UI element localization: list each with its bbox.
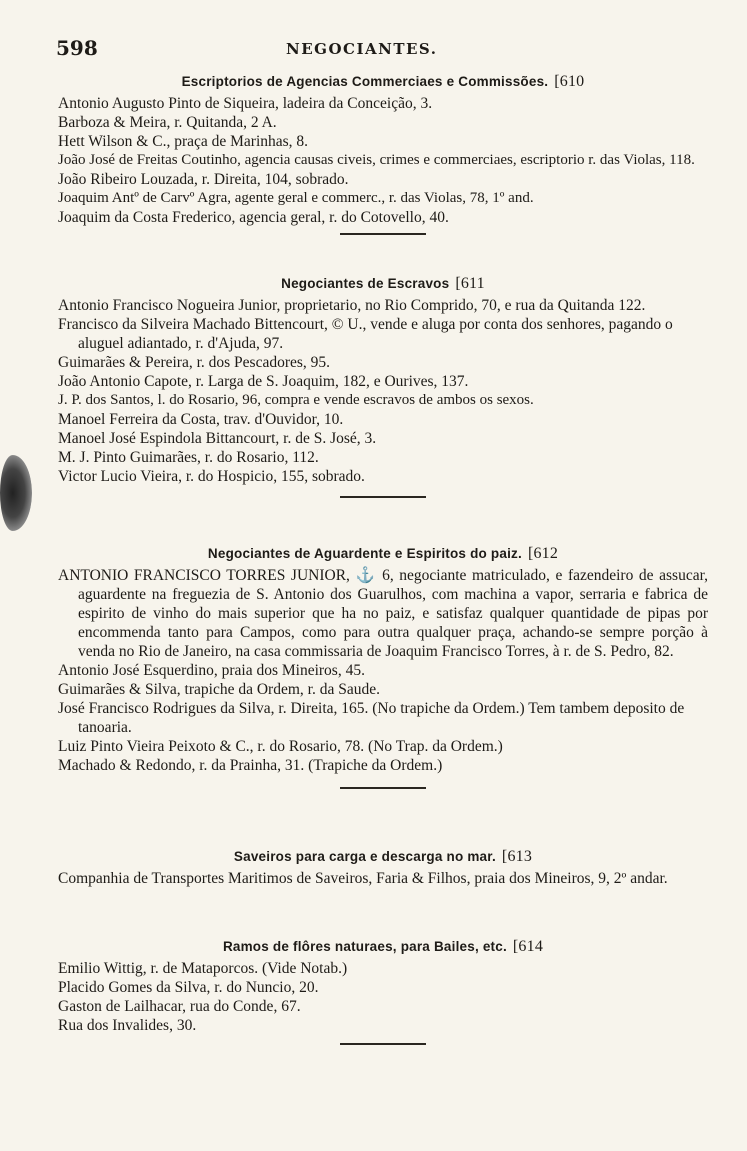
directory-entry: João Ribeiro Louzada, r. Direita, 104, sobrado. — [58, 171, 349, 188]
section-heading — [58, 70, 708, 94]
page-number: 598 — [56, 36, 98, 60]
section-614 — [58, 935, 708, 1045]
section-title: Ramos de flôres naturaes, para Bailes, etc. — [222, 939, 507, 954]
directory-entry: Antonio José Esquerdino, praia dos Mineiros, 45. — [58, 662, 365, 679]
directory-entry: J. P. dos Santos, l. do Rosario, 96, compra e vende escravos de ambos os sexos. — [58, 392, 534, 408]
section-number: [611 — [455, 275, 485, 292]
section-number: [614 — [512, 938, 544, 955]
directory-entry: João Antonio Capote, r. Larga de S. Joaquim, 182, e Ourives, 137. — [58, 373, 469, 390]
directory-entry: Gaston de Lailhacar, rua do Conde, 67. — [58, 998, 301, 1015]
section-divider — [340, 496, 426, 498]
running-title: NEGOCIANTES. — [286, 40, 438, 58]
section-611 — [58, 272, 708, 498]
directory-entry: Joaquim Antº de Carvº Agra, agente geral e commerc., r. das Violas, 78, 1º and. — [58, 190, 534, 206]
directory-entry: Guimarães & Pereira, r. dos Pescadores, 95. — [58, 354, 331, 371]
directory-entry: Francisco da Silveira Machado Bittencourt, © U., vende e aluga por conta dos senhores, pagando o aluguel adiantado, r. d'Ajuda, 97. — [58, 316, 673, 352]
directory-entry: Companhia de Transportes Maritimos de Saveiros, Faria & Filhos, praia dos Mineiros, 9, 2º andar. — [58, 870, 668, 887]
running-header — [56, 36, 696, 66]
directory-entry: Barboza & Meira, r. Quitanda, 2 A. — [58, 114, 277, 131]
section-divider — [340, 1043, 426, 1045]
directory-entry: Rua dos Invalides, 30. — [58, 1017, 197, 1034]
section-title: Saveiros para carga e descarga no mar. — [233, 849, 496, 864]
section-number: [612 — [527, 545, 559, 562]
directory-entry: Placido Gomes da Silva, r. do Nuncio, 20. — [58, 979, 319, 996]
section-heading — [58, 845, 708, 869]
section-title: Escriptorios de Agencias Commerciaes e Commissões. — [181, 74, 549, 89]
section-number: [610 — [554, 73, 585, 90]
section-heading — [58, 272, 708, 296]
directory-entry: João José de Freitas Coutinho, agencia causas civeis, crimes e commerciaes, escriptorio r. das Violas, 118. — [58, 152, 695, 168]
section-610 — [58, 70, 708, 235]
directory-entry: ANTONIO FRANCISCO TORRES JUNIOR, ⚓ 6, negociante matriculado, e fazendeiro de assucar, aguardente na freguezia de S. Antonio dos Guarulhos, com machina a vapor, serraria e fabrica de espirito de vinho do mais superior que ha no paiz, e satisfaz qualquer quantidade de pipas por encommenda tanto para Campos, como para outra qualquer praça, achando-se sempre porção à venda no Rio de Janeiro, na casa commissaria de Joaquim Francisco Torres, à r. de S. Pedro, 82. — [58, 567, 708, 660]
section-613 — [58, 845, 708, 888]
directory-entry: M. J. Pinto Guimarães, r. do Rosario, 112. — [58, 449, 319, 466]
directory-entry: Emilio Wittig, r. de Mataporcos. (Vide Notab.) — [58, 960, 348, 977]
directory-entry: Luiz Pinto Vieira Peixoto & C., r. do Rosario, 78. (No Trap. da Ordem.) — [58, 738, 503, 755]
directory-entry: Manoel Ferreira da Costa, trav. d'Ouvidor, 10. — [58, 411, 344, 428]
directory-entry: Victor Lucio Vieira, r. do Hospicio, 155, sobrado. — [58, 468, 365, 485]
directory-entry: Guimarães & Silva, trapiche da Ordem, r. da Saude. — [58, 681, 380, 698]
directory-entry: Antonio Augusto Pinto de Siqueira, ladeira da Conceição, 3. — [58, 95, 433, 112]
directory-entry: Hett Wilson & C., praça de Marinhas, 8. — [58, 133, 309, 150]
section-title: Negociantes de Aguardente e Espiritos do paiz. — [207, 546, 522, 561]
directory-entry: José Francisco Rodrigues da Silva, r. Direita, 165. (No trapiche da Ordem.) Tem tambem deposito de tanoaria. — [58, 700, 685, 736]
directory-entry: Manoel José Espindola Bittancourt, r. de S. José, 3. — [58, 430, 377, 447]
section-heading — [58, 935, 708, 959]
section-612 — [58, 542, 708, 789]
directory-entry: Antonio Francisco Nogueira Junior, proprietario, no Rio Comprido, 70, e rua da Quitanda 122. — [58, 297, 646, 314]
section-title: Negociantes de Escravos — [281, 276, 450, 291]
directory-entry: Machado & Redondo, r. da Prainha, 31. (Trapiche da Ordem.) — [58, 757, 443, 774]
section-heading — [58, 542, 708, 566]
section-divider — [340, 233, 426, 235]
ink-blot-mark — [0, 455, 32, 531]
section-divider — [340, 787, 426, 789]
directory-entry: Joaquim da Costa Frederico, agencia geral, r. do Cotovello, 40. — [58, 209, 449, 226]
section-number: [613 — [501, 848, 533, 865]
